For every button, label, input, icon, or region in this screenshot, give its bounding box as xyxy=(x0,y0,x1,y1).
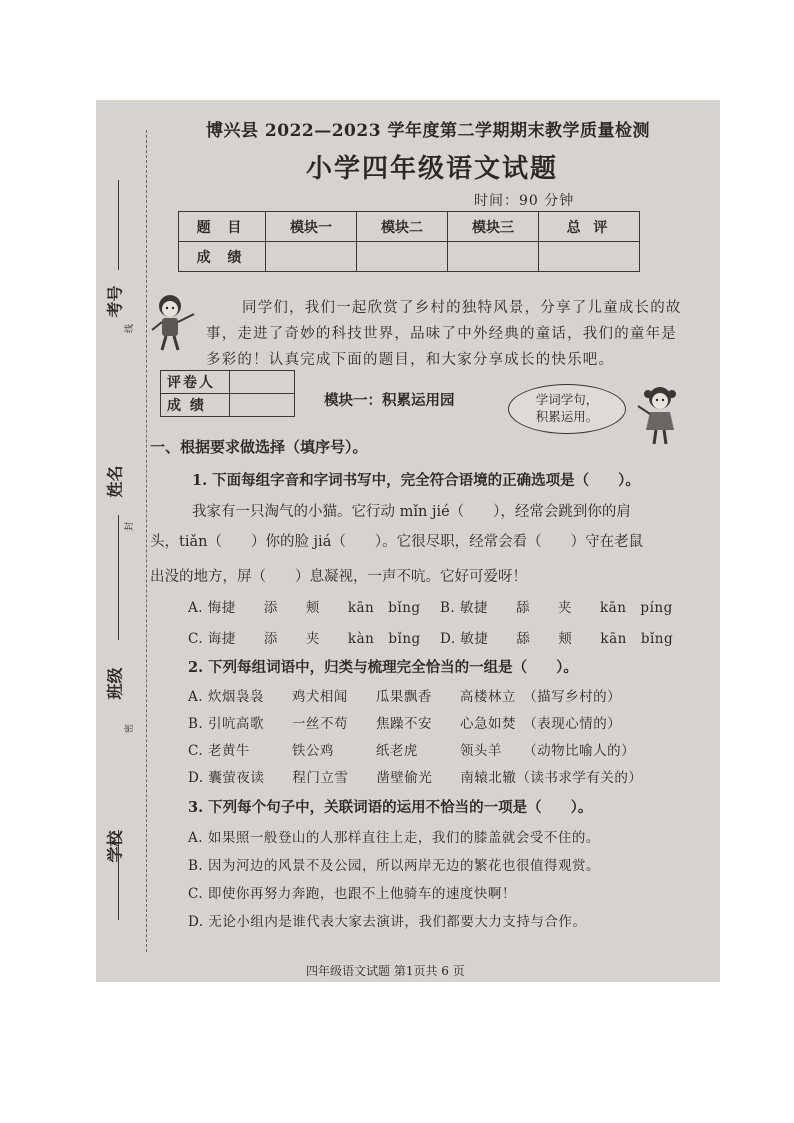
q3-option-d: D. 无论小组内是谁代表大家去演讲，我们都要大力支持与合作。 xyxy=(188,914,587,930)
xingming-label: 姓名 xyxy=(105,465,125,498)
q1-option-d: D. 敏捷 舔 颊 kān bǐng xyxy=(440,631,674,647)
score-cell[interactable] xyxy=(448,242,539,272)
score-cell[interactable] xyxy=(539,242,640,272)
mi-mark: 密 xyxy=(125,723,136,734)
exam-page xyxy=(96,100,720,982)
grader-table xyxy=(160,370,295,417)
binding-dashed-line xyxy=(146,130,147,952)
grader-label: 评卷人 xyxy=(161,371,230,394)
score-header-subject: 题 目 xyxy=(179,212,266,242)
bubble-line-2: 积累运用。 xyxy=(535,409,599,424)
q2-option-b: B. 引吭高歌 一丝不苟 焦躁不安 心急如焚 （表现心情的） xyxy=(188,716,622,732)
banji-write-line xyxy=(118,540,119,640)
score-row-label: 成 绩 xyxy=(179,242,266,272)
score-cell[interactable] xyxy=(357,242,448,272)
intro-line-2: 事，走进了奇妙的科技世界，品味了中外经典的童话，我们的童年是 xyxy=(206,326,677,342)
module1-title: 模块一：积累运用园 xyxy=(324,392,455,409)
q2-stem: 2. 下列每组词语中，归类与梳理完全恰当的一组是（ ）。 xyxy=(188,659,578,676)
q3-option-a: A. 如果照一般登山的人那样直往上走，我们的膝盖就会受不住的。 xyxy=(188,830,600,846)
score-cell[interactable] xyxy=(266,242,357,272)
kaohao-write-line xyxy=(118,180,119,270)
exam-time: 时间：90 分钟 xyxy=(474,193,575,209)
q1-passage-3: 出没的地方，屏（ ）息凝视，一声不吭。它好可爱呀！ xyxy=(150,569,527,585)
page-footer: 四年级语文试题 第1页共 6 页 xyxy=(306,964,465,978)
xian-mark: 线 xyxy=(125,323,136,334)
section1-heading: 一、根据要求做选择（填序号）。 xyxy=(150,438,368,456)
grader-score-cell[interactable] xyxy=(230,394,295,417)
grader-cell[interactable] xyxy=(230,371,295,394)
q1-option-a: A. 悔捷 添 颊 kān bǐng xyxy=(188,600,421,616)
score-header-total: 总 评 xyxy=(539,212,640,242)
q3-option-c: C. 即使你再努力奔跑，也跟不上他骑车的速度快啊！ xyxy=(188,886,516,902)
q2-option-a: A. 炊烟袅袅 鸡犬相闻 瓜果飘香 高楼林立 （描写乡村的） xyxy=(188,689,622,705)
q1-passage-1: 我家有一只淘气的小猫。它行动 mǐn jié（ ），经常会跳到你的肩 xyxy=(192,504,631,520)
feng-mark: 封 xyxy=(125,521,136,532)
cartoon-boy-icon xyxy=(148,290,198,354)
exam-header: 博兴县 2022—2023 学年度第二学期期末教学质量检测 xyxy=(206,121,650,141)
q2-option-c: C. 老黄牛 铁公鸡 纸老虎 领头羊 （动物比喻人的） xyxy=(188,743,636,759)
score-table xyxy=(178,211,640,272)
q3-stem: 3. 下列每个句子中，关联词语的运用不恰当的一项是（ ）。 xyxy=(188,799,593,816)
q2-option-d: D. 囊萤夜读 程门立雪 凿壁偷光 南辕北辙（读书求学有关的） xyxy=(188,770,643,786)
q1-stem: 1. 下面每组字音和字词书写中，完全符合语境的正确选项是（ ）。 xyxy=(192,472,640,489)
xuexiao-label: 学校 xyxy=(105,830,125,863)
grader-score-label: 成 绩 xyxy=(161,394,230,417)
intro-line-1: 同学们，我们一起欣赏了乡村的独特风景，分享了儿童成长的故 xyxy=(242,300,682,316)
q3-option-b: B. 因为河边的风景不及公园，所以两岸无边的繁花也很值得观赏。 xyxy=(188,858,601,874)
banji-label: 班级 xyxy=(105,667,125,700)
score-header-module2: 模块二 xyxy=(357,212,448,242)
exam-title: 小学四年级语文试题 xyxy=(306,154,559,184)
score-header-module3: 模块三 xyxy=(448,212,539,242)
q1-option-c: C. 诲捷 添 夹 kàn bǐng xyxy=(188,631,421,647)
kaohao-label: 考号 xyxy=(105,285,125,318)
q1-option-b: B. 敏捷 舔 夹 kān píng xyxy=(440,600,673,616)
bubble-line-1: 学词学句， xyxy=(535,392,599,407)
intro-line-3: 多彩的！认真完成下面的题目，和大家分享成长的快乐吧。 xyxy=(206,352,615,368)
q1-passage-2: 头，tiǎn（ ）你的脸 jiá（ ）。它很尽职，经常会看（ ）守在老鼠 xyxy=(150,534,644,550)
cartoon-girl-icon xyxy=(634,384,684,446)
speech-bubble xyxy=(508,384,626,434)
score-header-module1: 模块一 xyxy=(266,212,357,242)
